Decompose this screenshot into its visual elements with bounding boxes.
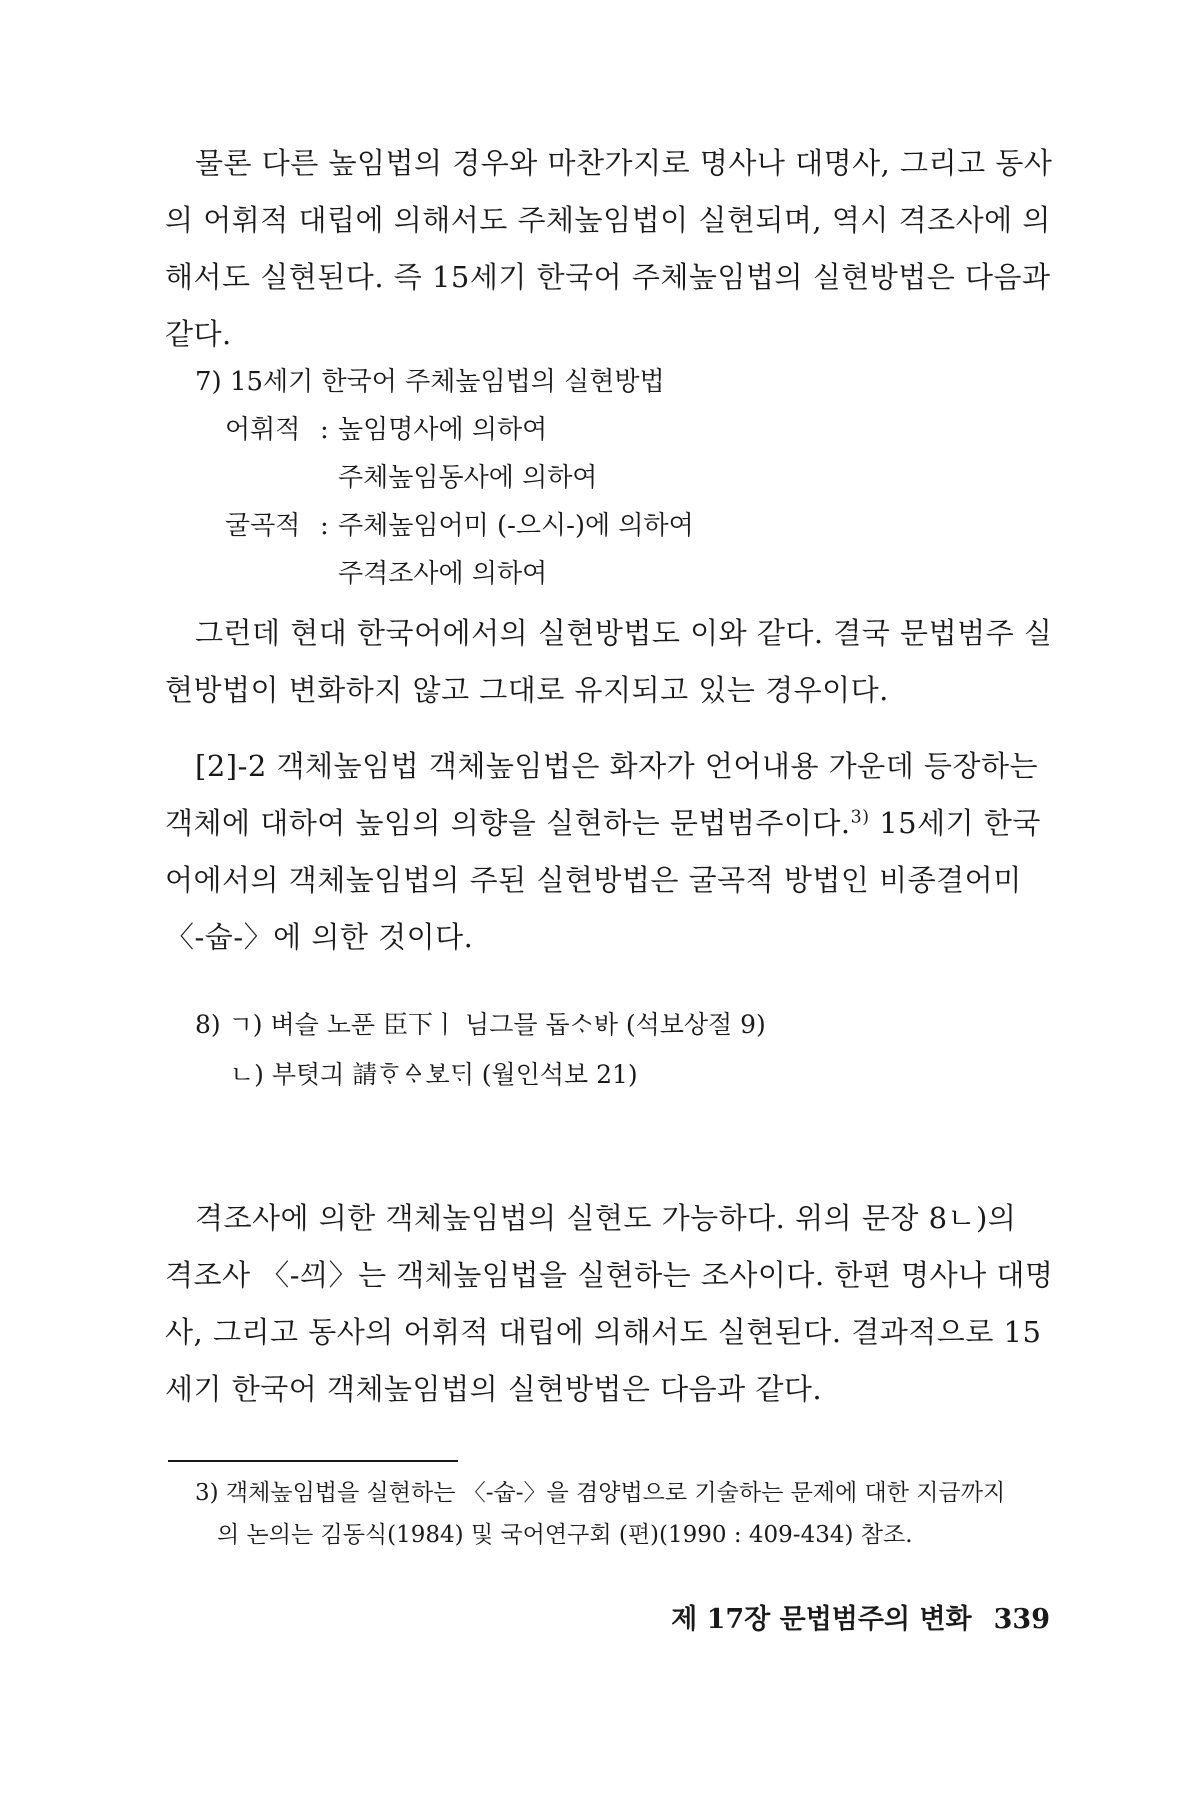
running-footer	[671, 1597, 1050, 1636]
example-row-label	[225, 550, 320, 598]
example-row-label: 어휘적	[225, 415, 301, 445]
example-heading: 7) 15세기 한국어 주체높임법의 실현방법	[195, 367, 665, 397]
text-line: 물론 다른 높임법의 경우와 마찬가지로 명사나 대명사, 그리고 동사	[195, 146, 1053, 180]
example-row-text: 주체높임동사에 의하여	[338, 463, 598, 493]
footnote-line: 3) 객체높임법을 실현하는 〈-숩-〉을 겸양법으로 기술하는 문제에 대한 지금까지	[195, 1480, 1006, 1506]
paragraph-object-honorific	[165, 738, 1065, 966]
example-row-text: 주체높임어미 (-으시-)에 의하여	[338, 511, 694, 541]
text-line: 격조사 〈-ᄭᅴ〉는 객체높임법을 실현하는 조사이다. 한편 명사나 대명	[165, 1258, 1054, 1292]
paragraph-case-particle	[165, 1190, 1065, 1418]
text-line	[165, 795, 1065, 852]
footnote-ref-3[interactable]: 3)	[850, 807, 870, 828]
text-line: 현방법이 변화하지 않고 그대로 유지되고 있는 경우이다.	[165, 673, 889, 707]
example-8	[195, 1000, 766, 1100]
text-line: [2]-2 객체높임법 객체높임법은 화자가 언어내용 가운데 등장하는	[195, 749, 1038, 783]
example-row	[195, 406, 694, 454]
footnote-3	[195, 1472, 1075, 1556]
footnote-line: 의 논의는 김동식(1984) 및 국어연구회 (편)(1990 : 409-434) 참조.	[217, 1522, 913, 1548]
paragraph-subject-honorific-intro	[165, 135, 1065, 363]
example-row-text: 주격조사에 의하여	[338, 559, 548, 589]
text-line: 그런데 현대 한국어에서의 실현방법도 이와 같다. 결국 문법범주 실	[195, 616, 1053, 650]
footnote-divider	[168, 1460, 458, 1462]
example-row-colon: :	[320, 415, 329, 445]
example-row-colon: :	[320, 511, 329, 541]
text-line: 사, 그리고 동사의 어휘적 대립에 의해서도 실현된다. 결과적으로 15	[165, 1315, 1042, 1349]
example-row-label	[225, 454, 320, 502]
page-number: 339	[993, 1604, 1050, 1635]
example-row	[195, 454, 694, 502]
example-line: 8) ㄱ) 벼슬 노푼 臣下ㅣ 님그믈 돕ᄉᆞᄫᅡ (석보상절 9)	[195, 1010, 766, 1039]
paragraph-modern-korean	[165, 605, 1065, 719]
text-line: 어에서의 객체높임법의 주된 실현방법은 굴곡적 방법인 비종결어미	[165, 863, 1022, 897]
text-line: 세기 한국어 객체높임법의 실현방법은 다음과 같다.	[165, 1372, 823, 1406]
example-row	[195, 550, 694, 598]
example-row-colon	[320, 550, 338, 598]
text-segment: 객체에 대하여 높임의 의향을 실현하는 문법범주이다.	[165, 806, 851, 840]
example-row-label: 굴곡적	[225, 511, 301, 541]
chapter-title: 제 17장 문법범주의 변화	[671, 1604, 972, 1635]
text-segment: 15세기 한국	[869, 806, 1041, 840]
example-row-text: 높임명사에 의하여	[338, 415, 548, 445]
text-line: 같다.	[165, 317, 232, 351]
example-line: ㄴ) 부텻긔 請ᄒᆞᅀᆞᄫᅩᄃᆡ (월인석보 21)	[230, 1060, 638, 1089]
example-row	[195, 502, 694, 550]
text-line: 해서도 실현된다. 즉 15세기 한국어 주체높임법의 실현방법은 다음과	[165, 260, 1051, 294]
text-line: 격조사에 의한 객체높임법의 실현도 가능하다. 위의 문장 8ㄴ)의	[195, 1201, 1017, 1235]
example-row-colon	[320, 454, 338, 502]
example-7	[195, 358, 694, 598]
text-line: 의 어휘적 대립에 의해서도 주체높임법이 실현되며, 역시 격조사에 의	[165, 203, 1051, 237]
text-line: 〈-숩-〉에 의한 것이다.	[165, 920, 474, 954]
